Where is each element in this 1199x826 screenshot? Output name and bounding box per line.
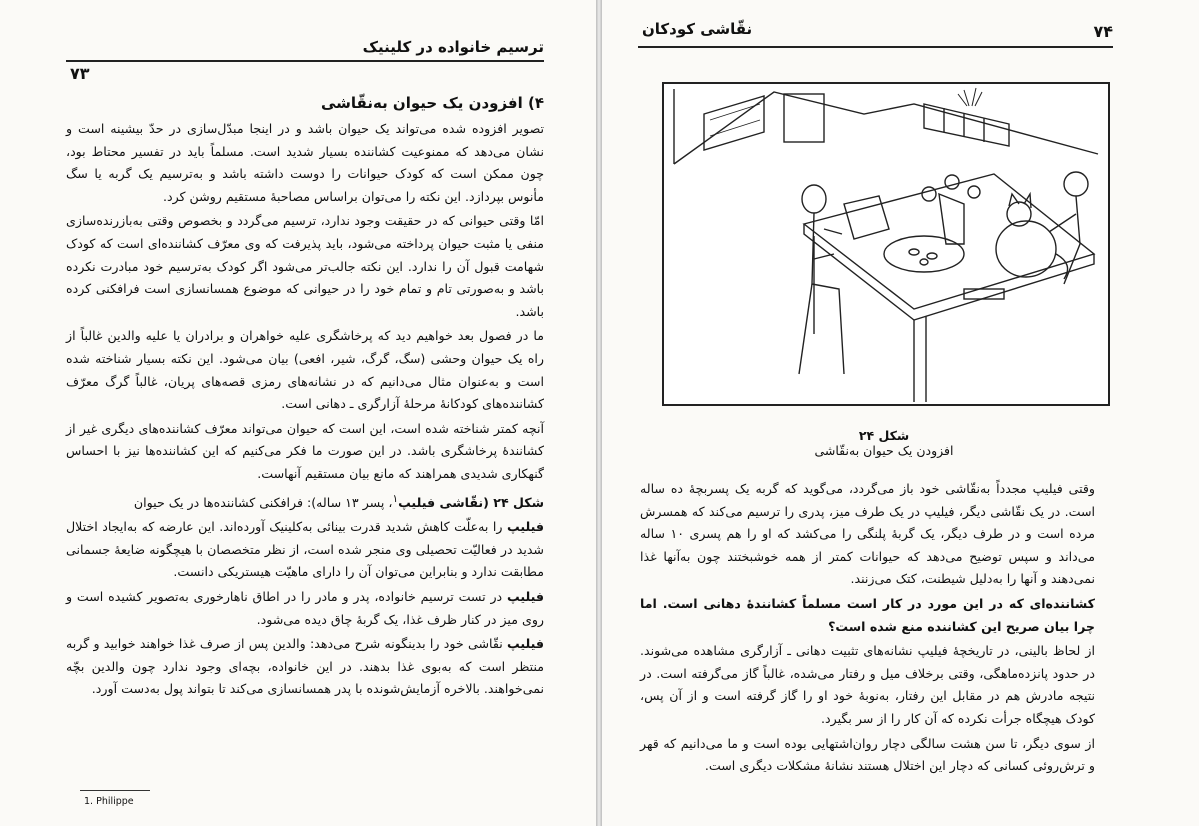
figure-reference bbox=[66, 488, 544, 515]
footnote: 1. Philippe bbox=[84, 796, 134, 807]
running-head: ترسیم خانواده در کلینیک bbox=[362, 38, 544, 56]
left-page bbox=[0, 0, 596, 826]
case-name: فیلیپ bbox=[506, 636, 544, 652]
paragraph: تصویر افزوده شده می‌تواند یک حیوان باشد و در اینجا مبدّل‌سازی در حدّ بیشینه است و نشان می‌دهد که ممنوعیت کشاننده بسیار شدید است. مسلماً باید در تفسیر محتاط بود، چون ممکن است که کودک حیوانات را دوست داشته باشد و به‌ترسیم یک گربه یا سگ مأنوس بپردازد. این نکته را می‌توان براساس مصاحبهٔ مستقیم روشن کرد. bbox=[66, 121, 544, 204]
running-head: نقّاشی کودکان bbox=[642, 20, 753, 38]
case-name: فیلیپ bbox=[506, 589, 544, 605]
child-drawing-illustration bbox=[664, 84, 1108, 404]
header-rule bbox=[638, 46, 1113, 48]
right-body bbox=[640, 478, 1095, 780]
case-paragraph bbox=[66, 586, 544, 631]
case-text: در تست ترسیم خانواده، پدر و مادر را در اطاق ناهارخوری به‌تصویر کشیده است و روی میز در کنار ظرف غذا، یک گربهٔ چاق دیده می‌شود. bbox=[66, 589, 544, 627]
header-rule bbox=[66, 60, 544, 62]
figure-caption-number: شکل ۲۴ bbox=[858, 428, 910, 443]
case-name: فیلیپ bbox=[506, 519, 544, 535]
figure-caption bbox=[662, 428, 1106, 458]
paragraph: ما در فصول بعد خواهیم دید که پرخاشگری علیه خواهران و برادران یا علیه والدین غالباً از راه یک حیوان وحشی (سگ، گرگ، شیر، افعی) بیان می‌شود. این نکته بسیار شناخته شده است و به‌عنوان مثال می‌دانیم که در نشانه‌های رمزی قصه‌های پریان، غالباً گرگ معرّف کشاننده‌های کودکانهٔ مرحلهٔ آزارگری ـ دهانی است. bbox=[66, 328, 544, 412]
right-page bbox=[602, 0, 1199, 826]
footnote-rule bbox=[80, 790, 150, 791]
figure-caption-text: افزودن یک حیوان به‌نقّاشی bbox=[814, 443, 954, 458]
case-text: را به‌علّت کاهش شدید قدرت بینائی به‌کلینیک آورده‌اند. این عارضه که به‌ایجاد اختلال شدید در فعالیّت تحصیلی وی منجر شده است، از نظر متخصصان با هیچگونه ضایعهٔ جسمانی مطابقت ندارد و بنابراین می‌توان آن را دارای ماهیّت هیستریکی دانست. bbox=[66, 519, 544, 580]
paragraph: از لحاظ بالینی، در تاریخچهٔ فیلیپ نشانه‌های تثبیت دهانی ـ آزارگری مشاهده می‌شوند. در حدود پانزده‌ماهگی، وقتی برخلاف میل و رفتار می‌شده، غالباً گاز می‌گرفته است. در نتیجه مادرش هم در مقابل این رفتار، به‌نوبهٔ خود او را گاز گرفته است و از آن پس، کودک هیچگاه جرأت نکرده که آن کار را از سر بگیرد. bbox=[640, 643, 1095, 726]
case-paragraph bbox=[66, 633, 544, 701]
paragraph: آنچه کمتر شناخته شده است، این است که حیوان می‌تواند معرّف کشاننده‌های دیگری غیر از کشانندهٔ پرخاشگری باشد. در این صورت ما فکر می‌کنیم که این کشاننده‌ها نیز با احساس گنهکاری شدیدی همراهند که مانع بیان مستقیم آنهاست. bbox=[66, 420, 544, 481]
paragraph: وقتی فیلیپ مجدداً به‌نقّاشی خود باز می‌گردد، می‌گوید که گربه یک پسربچهٔ ده ساله است. در یک نقّاشی دیگر، فیلیپ در یک طرف میز، پدری را ترسیم می‌کند که همسرش مرده است و در طرف دیگر، یک گربهٔ پلنگی را می‌کشد که او را هم پسری ۱۰ ساله می‌داند و سپس توضیح می‌دهد که حیوانات کمتر از همه خوشبختند چون به‌آنها غذا نمی‌دهند و آنها را به‌دلیل شیطنت، کتک می‌زنند. bbox=[640, 481, 1096, 587]
figure-drawing bbox=[662, 82, 1110, 406]
paragraph: امّا وقتی حیوانی که در حقیقت وجود ندارد، ترسیم می‌گردد و بخصوص وقتی به‌بازرنده‌سازی منفی یا مثبت حیوان پرداخته می‌شود، باید پذیرفت که وی معرّف کشاننده‌ای است که کودک شهامت قبول آن را ندارد. این نکته جالب‌تر می‌شود اگر کودک به‌ترسیم خود مبادرت نکرده باشد و به‌صورتی تام و تمام خود را در حیوانی که موضوع همسانسازی است فرافکنی کرده باشد. bbox=[66, 213, 544, 319]
figure-ref-label: شکل ۲۴ (نقّاشی فیلیپ bbox=[398, 494, 544, 510]
figure-ref-rest: ، پسر ۱۳ ساله): فرافکنی کشاننده‌ها در یک حیوان bbox=[133, 494, 393, 510]
page-number: ۷۳ bbox=[70, 64, 90, 83]
section-heading: ۴) افزودن یک حیوان به‌نقّاشی bbox=[320, 94, 544, 112]
footnote-marker: ۱ bbox=[392, 492, 399, 505]
case-text: نقّاشی خود را بدینگونه شرح می‌دهد: والدین پس از صرف غذا خواهند خوابید و گربه منتظر است که به‌بوی غذا بدهند. در این خانواده، بچه‌ای وجود ندارد چون والدین بچّه نمی‌خواهند. بالاخره آزمایش‌شونده با پدر همسانسازی می‌کند تا بتواند پول به‌دست آورد. bbox=[66, 636, 544, 697]
page-number: ۷۴ bbox=[1093, 22, 1113, 41]
left-body bbox=[66, 118, 544, 703]
case-paragraph bbox=[66, 516, 544, 584]
paragraph: از سوی دیگر، تا سن هشت سالگی دچار روان‌اشتهایی بوده است و ما می‌دانیم که قهر و ترش‌روئی کسانی که دچار این اختلال هستند نشانهٔ مشکلات دیگری است. bbox=[640, 735, 1095, 774]
bold-question: کشاننده‌ای که در این مورد در کار است مسلماً کشانندهٔ دهانی است. اما چرا بیان صریح این کشاننده منع شده است؟ bbox=[640, 595, 1095, 634]
